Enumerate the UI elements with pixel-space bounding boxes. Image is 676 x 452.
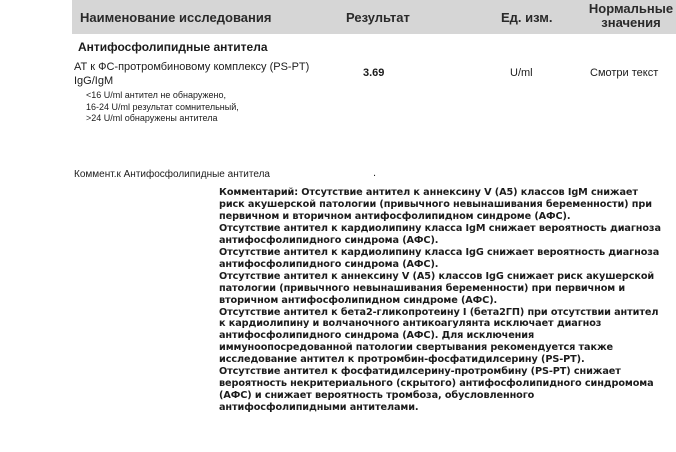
reference-ranges bbox=[86, 90, 239, 125]
comment-line: к кардиолипину и волчаночного антикоагулянта исключает диагноз bbox=[219, 318, 602, 330]
table-header bbox=[72, 0, 676, 34]
test-unit: U/ml bbox=[510, 67, 533, 79]
comment-line: Комментарий: Отсутствие антител к аннексину V (A5) классов IgM снижает bbox=[219, 187, 638, 198]
comment-line: Отсутствие антител к кардиолипину класса IgG снижает вероятность диагноза bbox=[219, 246, 660, 258]
comment-line: патологии (привычного невынашивания беременности) при первичном и bbox=[219, 282, 626, 294]
test-name-line2: IgG/IgM bbox=[74, 75, 114, 87]
reference-line: 16-24 U/ml результат сомнительный, bbox=[86, 101, 239, 112]
comment-line: риск акушерской патологии (привычного невынашивания беременности) при bbox=[219, 198, 652, 210]
comment-line: Отсутствие антител к кардиолипину класса IgM снижает вероятность диагноза bbox=[219, 222, 661, 234]
header-normal-line2: значения bbox=[601, 15, 661, 30]
header-result: Результат bbox=[346, 10, 410, 25]
comment-line: антифосфолипидными антителами. bbox=[219, 402, 419, 414]
test-result: 3.69 bbox=[363, 67, 385, 79]
comment-line: Отсутствие антител к бета2-гликопротеину I (бета2ГП) при отсутствии антител bbox=[219, 306, 659, 318]
comment-line: первичном и вторичном антифосфолипидном синдроме (АФС). bbox=[219, 210, 571, 222]
section-title: Антифосфолипидные антитела bbox=[78, 40, 268, 54]
reference-line: >24 U/ml обнаружены антитела bbox=[86, 113, 218, 123]
comment-line: Отсутствие антител к фосфатидилсерину-протромбину (PS-PT) снижает bbox=[219, 366, 621, 378]
reference-line: <16 U/ml антител не обнаружено, bbox=[86, 90, 226, 100]
comment-line: антифосфолипидного синдрома (АФС). bbox=[219, 258, 439, 270]
comment-line: антифосфолипидного синдрома (АФС). Для исключения bbox=[219, 330, 535, 342]
comment-line: Отсутствие антител к аннексину V (A5) классов IgG снижает риск акушерской bbox=[219, 270, 655, 282]
header-normal-values bbox=[580, 2, 676, 30]
header-test-name: Наименование исследования bbox=[80, 10, 272, 25]
test-name bbox=[74, 60, 324, 88]
test-normal-value: Смотри текст bbox=[590, 67, 659, 79]
comment-line: иммуноопосредованной патологии свертывания рекомендуется также bbox=[219, 342, 613, 354]
comment-line: антифосфолипидного синдрома (АФС). bbox=[219, 234, 439, 246]
comment-line: (АФС) и снижает вероятность тромбоза, обусловленного bbox=[219, 390, 535, 402]
comment-dot: . bbox=[373, 167, 377, 179]
header-normal-line1: Нормальные bbox=[588, 1, 674, 16]
comment-line: вероятность некритериального (скрытого) антифосфолипидного синдромома bbox=[219, 378, 654, 390]
comment-label: Коммент.к Антифосфолипидные антитела bbox=[74, 169, 270, 180]
comment-body bbox=[219, 187, 669, 414]
test-name-line1: АТ к ФС-протромбиновому комплексу (PS-PT) bbox=[74, 61, 310, 73]
comment-line: вторичном антифосфолипидном синдроме (АФС). bbox=[219, 294, 498, 306]
header-unit: Ед. изм. bbox=[501, 10, 553, 25]
comment-line: исследование антител к протромбин-фосфатидилсерину (PS-PT). bbox=[219, 354, 585, 366]
